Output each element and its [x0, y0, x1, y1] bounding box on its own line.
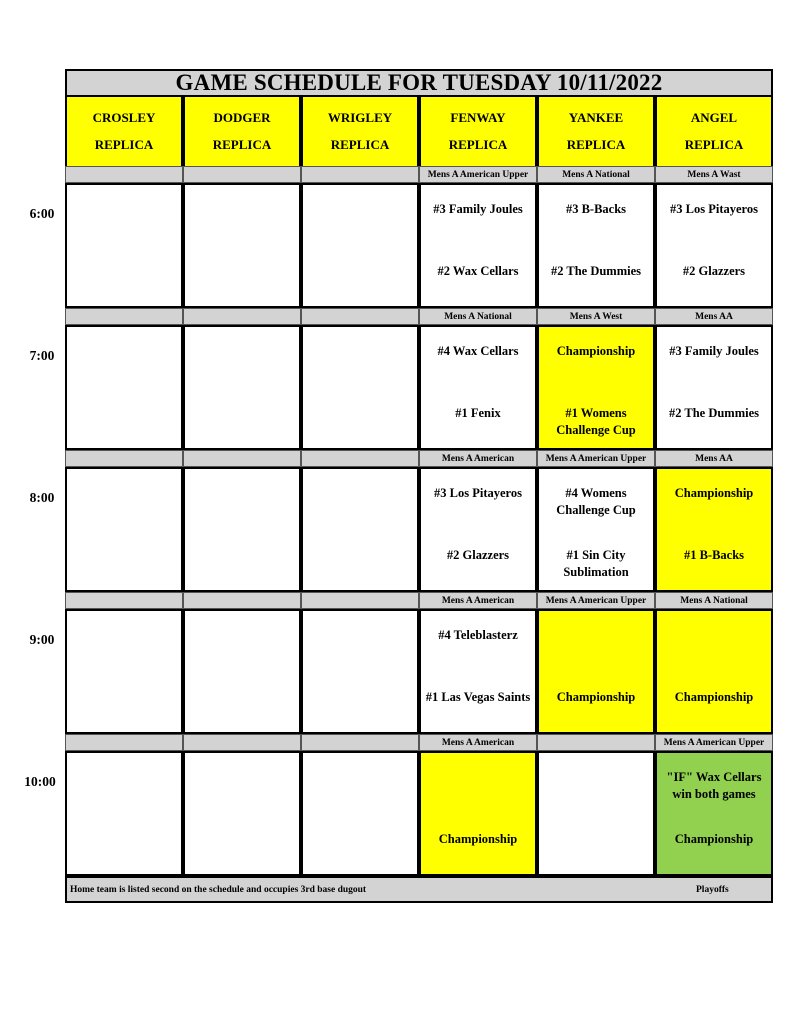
away-team: #4 Teleblasterz — [438, 628, 518, 642]
field-subtitle: REPLICA — [684, 136, 744, 152]
division-label — [65, 166, 183, 183]
division-label: Mens A National — [655, 592, 773, 609]
field-header-crosley — [65, 95, 183, 168]
division-label — [65, 592, 183, 609]
time-label: 8:00 — [29, 490, 55, 505]
field-name: DODGER — [213, 110, 271, 126]
home-team: Championship — [438, 832, 518, 846]
home-team: #1 Sin City Sublimation — [563, 548, 629, 579]
game-cell — [537, 609, 655, 734]
home-team: #1 Womens Challenge Cup — [556, 406, 636, 437]
game-cell — [655, 183, 773, 308]
home-team: #2 The Dummies — [550, 264, 642, 278]
field-subtitle: REPLICA — [212, 136, 272, 152]
division-label — [65, 308, 183, 325]
game-cell — [537, 467, 655, 592]
division-label — [183, 734, 301, 751]
division-label — [301, 308, 419, 325]
footer-note: Home team is listed second on the schedule and occupies 3rd base dugout — [70, 884, 367, 895]
division-label: Mens A American Upper — [419, 166, 537, 183]
away-team: #4 Womens Challenge Cup — [556, 486, 636, 517]
field-name: ANGEL — [690, 110, 738, 126]
game-cell — [183, 609, 301, 734]
away-team: Championship — [556, 344, 636, 358]
division-label: Mens AA — [655, 450, 773, 467]
home-team: #2 Wax Cellars — [437, 264, 519, 278]
division-label: Mens A American Upper — [537, 450, 655, 467]
field-name: FENWAY — [450, 110, 506, 126]
away-team: #3 Los Pitayeros — [670, 202, 758, 216]
field-header-dodger — [183, 95, 301, 168]
away-team: #3 Los Pitayeros — [434, 486, 522, 500]
game-cell — [65, 183, 183, 308]
game-cell — [419, 467, 537, 592]
home-team: Championship — [556, 690, 636, 704]
home-team: Championship — [674, 690, 754, 704]
field-header-yankee — [537, 95, 655, 168]
game-cell — [537, 325, 655, 450]
division-label: Mens AA — [655, 308, 773, 325]
division-label: Mens A National — [537, 166, 655, 183]
division-label — [183, 166, 301, 183]
away-team: #3 Family Joules — [669, 344, 759, 358]
field-header-wrigley — [301, 95, 419, 168]
field-subtitle: REPLICA — [448, 136, 508, 152]
field-header-fenway — [419, 95, 537, 168]
game-cell — [65, 609, 183, 734]
home-team: #1 Fenix — [455, 406, 501, 420]
home-team: Championship — [674, 832, 754, 846]
game-cell — [183, 183, 301, 308]
home-team: #1 Las Vegas Saints — [425, 690, 531, 704]
game-cell — [537, 183, 655, 308]
game-cell — [183, 467, 301, 592]
game-cell — [655, 467, 773, 592]
division-label: Mens A American Upper — [655, 734, 773, 751]
division-label — [65, 450, 183, 467]
division-label — [537, 734, 655, 751]
field-subtitle: REPLICA — [566, 136, 626, 152]
away-team: #3 B-Backs — [565, 202, 627, 216]
game-cell — [65, 325, 183, 450]
game-cell — [65, 751, 183, 876]
game-cell — [655, 751, 773, 876]
division-label: Mens A American Upper — [537, 592, 655, 609]
away-team: Championship — [674, 486, 754, 500]
home-team: #2 Glazzers — [446, 548, 510, 562]
game-cell — [419, 325, 537, 450]
time-label: 9:00 — [29, 632, 55, 647]
game-cell — [419, 183, 537, 308]
division-label — [183, 308, 301, 325]
division-label: Mens A American — [419, 734, 537, 751]
away-team: #3 Family Joules — [433, 202, 523, 216]
field-subtitle: REPLICA — [330, 136, 390, 152]
away-team: "IF" Wax Cellars win both games — [666, 770, 762, 801]
field-name: YANKEE — [568, 110, 624, 126]
game-cell — [301, 609, 419, 734]
field-header-angel — [655, 95, 773, 168]
schedule-title: GAME SCHEDULE FOR TUESDAY 10/11/2022 — [65, 69, 773, 97]
division-label — [183, 450, 301, 467]
game-cell — [301, 467, 419, 592]
game-cell — [419, 609, 537, 734]
footer-bar — [65, 876, 773, 903]
time-label: 7:00 — [29, 348, 55, 363]
away-team: #4 Wax Cellars — [437, 344, 519, 358]
division-label: Mens A National — [419, 308, 537, 325]
division-label — [301, 592, 419, 609]
time-label: 6:00 — [29, 206, 55, 221]
field-subtitle: REPLICA — [94, 136, 154, 152]
home-team: #2 Glazzers — [682, 264, 746, 278]
game-cell — [419, 751, 537, 876]
game-cell — [655, 609, 773, 734]
division-label: Mens A American — [419, 450, 537, 467]
division-label: Mens A Wast — [655, 166, 773, 183]
home-team: #1 B-Backs — [683, 548, 745, 562]
home-team: #2 The Dummies — [668, 406, 760, 420]
field-name: CROSLEY — [92, 110, 156, 126]
game-cell — [183, 751, 301, 876]
game-cell — [301, 183, 419, 308]
division-label — [65, 734, 183, 751]
division-label — [301, 166, 419, 183]
playoffs-legend: Playoffs — [696, 884, 729, 895]
division-label — [301, 450, 419, 467]
time-label: 10:00 — [24, 774, 56, 789]
division-label — [301, 734, 419, 751]
game-cell — [655, 325, 773, 450]
game-cell — [183, 325, 301, 450]
division-label — [183, 592, 301, 609]
game-cell — [301, 325, 419, 450]
game-cell — [537, 751, 655, 876]
game-cell — [301, 751, 419, 876]
game-cell — [65, 467, 183, 592]
division-label: Mens A American — [419, 592, 537, 609]
division-label: Mens A West — [537, 308, 655, 325]
schedule-table — [65, 69, 773, 903]
field-name: WRIGLEY — [327, 110, 393, 126]
